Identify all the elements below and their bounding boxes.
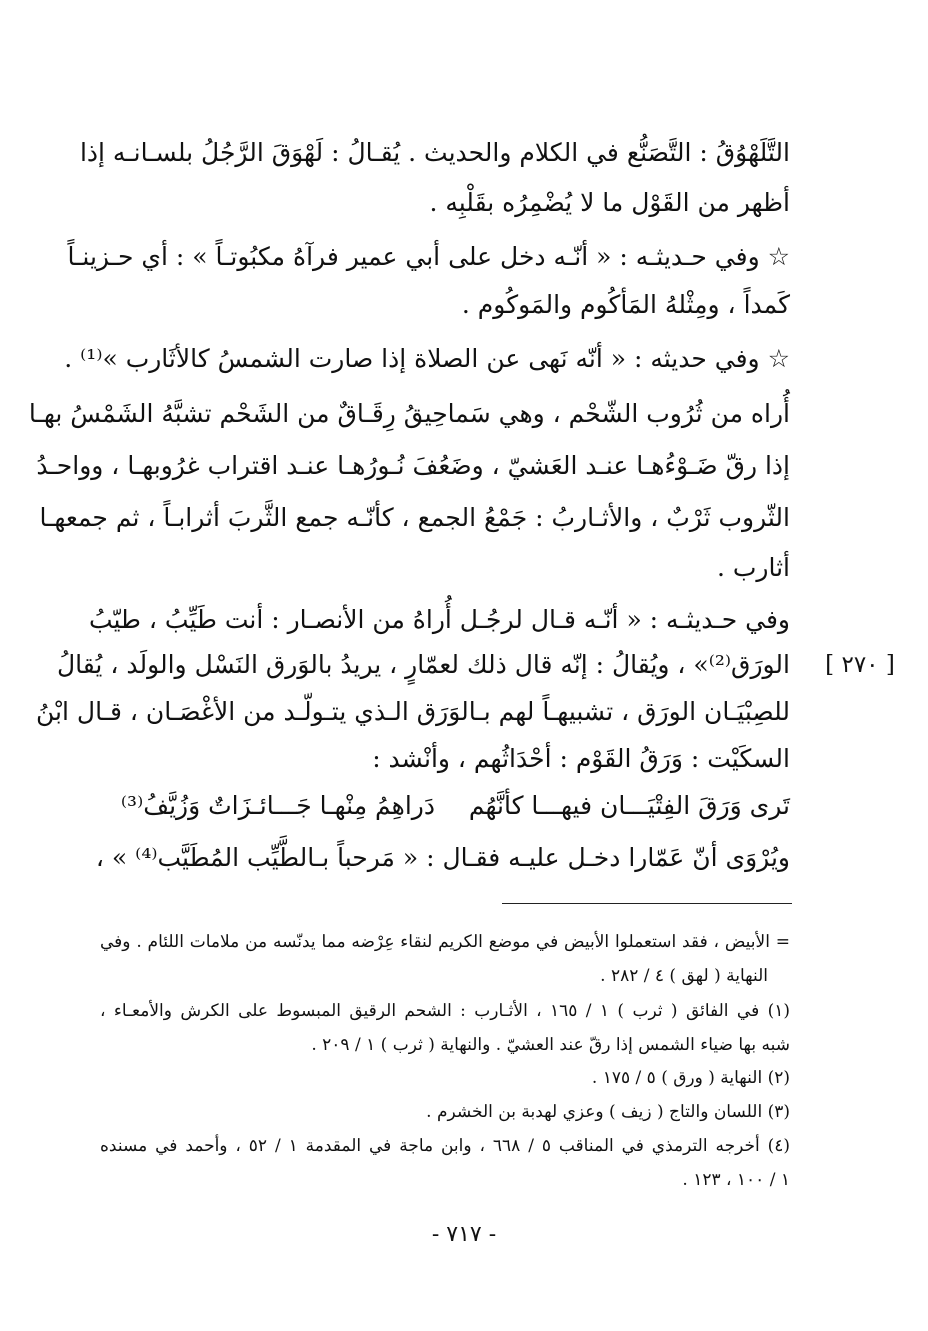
footnote-line: (١) في الفائق ( ثرب ) ١ / ١٦٥ ، الأثـارب : الشحم الرقيق المبسوط على الكرش والأمعـاء ، bbox=[100, 1001, 790, 1021]
footnote-separator bbox=[502, 903, 792, 904]
text-line: الورَق⁽²⁾» ، ويُقالُ : إنّه قال ذلك لعمّارٍ ، يريدُ بالوَرق النَسْل والولَد ، يُقالُ bbox=[56, 650, 790, 679]
text-line: أثارب . bbox=[716, 553, 790, 582]
text-line: ☆ وفي حـديثـه : « أنّـه دخل على أبي عمير فرآهُ مكبُوتـاً » : أي حـزينـاً bbox=[67, 242, 790, 271]
footnote-line: (٢) النهاية ( ورق ) ٥ / ١٧٥ . bbox=[591, 1068, 790, 1088]
text-line: ☆ وفي حديثه : « أنّه نَهى عن الصلاة إذا صارت الشمسُ كالأثَارب »⁽¹⁾ . bbox=[64, 344, 790, 373]
footnote-line: ١ / ١٠٠ ، ١٢٣ . bbox=[682, 1170, 790, 1190]
footnote-line: (٤) أخرجه الترمذي في المناقب ٥ / ٦٦٨ ، وابن ماجة في المقدمة ١ / ٥٢ ، وأحمد في مسنده bbox=[100, 1136, 790, 1156]
margin-page-reference: [ ٢٧٠ ] bbox=[825, 652, 895, 678]
text-line: السكَيْت : وَرَقُ القَوْم : أحْدَاثُهم ، وأنْشد : bbox=[372, 744, 790, 773]
text-line: أُراه من ثُرُوب الشّحْم ، وهي سَماحِيقُ رِقَـاقٌ من الشَحْم تشبَّهُ الشَمْسُ بهـا bbox=[28, 399, 790, 428]
footnote-line: شبه بها ضياء الشمس إذا رقّ عند العشيّ . والنهاية ( ثرب ) ١ / ٢٠٩ . bbox=[311, 1035, 790, 1055]
text-line: الثّروب ثَرْبٌ ، والأثـاربُ : جَمْعُ الجمع ، كأنّـه جمع الثَّربَ أثرابـاً ، ثم جمعهـا bbox=[39, 503, 790, 532]
text-line: كَمداً ، ومِثْلهُ المَأكُوم والمَوكُوم . bbox=[461, 290, 790, 319]
verse-hemistich-second: دَراهِمُ مِنْهـا جَـــائـزَاتٌ وَزُيَّفُ⁽³⁾ bbox=[120, 791, 435, 820]
footnote-line: (٣) اللسان والتاج ( زيف ) وعزي لهدبة بن الخشرم . bbox=[426, 1102, 790, 1122]
footnote-line: = الأبيض ، فقد استعملوا الأبيض في موضع الكريم لنقاء عِرْضه مما يدنّسه من ملامات اللئام . وفي bbox=[100, 932, 790, 952]
text-line: إذا رقّ ضَـوْءُهـا عنـد العَشيّ ، وضَعُفَ نُـورُهـا عنـد اقتراب غرُوبهـا ، وواحـدُ bbox=[36, 451, 790, 480]
text-line: للصِبْيَـان الورَق ، تشبيهـاً لهم بـالوَرَق الـذي يتـولّـد من الأغْصَـان ، قـال ابْنُ bbox=[36, 697, 790, 726]
footnote-line: النهاية ( لهق ) ٤ / ٢٨٢ . bbox=[600, 966, 768, 986]
poetry-verse bbox=[120, 786, 790, 826]
page-number: - ٧١٧ - bbox=[431, 1222, 497, 1247]
text-line: ويُرْوَى أنّ عَمّارا دخـل عليـه فقـال : « مَرحباً بـالطَّيِّب المُطَيَّب⁽⁴⁾ » ، bbox=[95, 843, 790, 872]
text-line: أظهر من القَوْل ما لا يُضْمِرُه بقَلْبِه . bbox=[429, 188, 790, 217]
text-line: وفي حـديثـه : « أنّـه قـال لرجُـل أُراهُ من الأنصـار : أنت طَيِّبُ ، طيّبُ bbox=[88, 605, 790, 634]
verse-hemistich-first: تَرى وَرَقَ الفِتْيَـــان فيهـــا كأنَّهُم bbox=[468, 791, 790, 820]
text-line: التَّلَهْوُقُ : التَّصَنُّع في الكلام والحديث . يُقـالُ : لَهْوَقَ الرَّجُلُ بلسـانـه إذا bbox=[79, 138, 790, 167]
